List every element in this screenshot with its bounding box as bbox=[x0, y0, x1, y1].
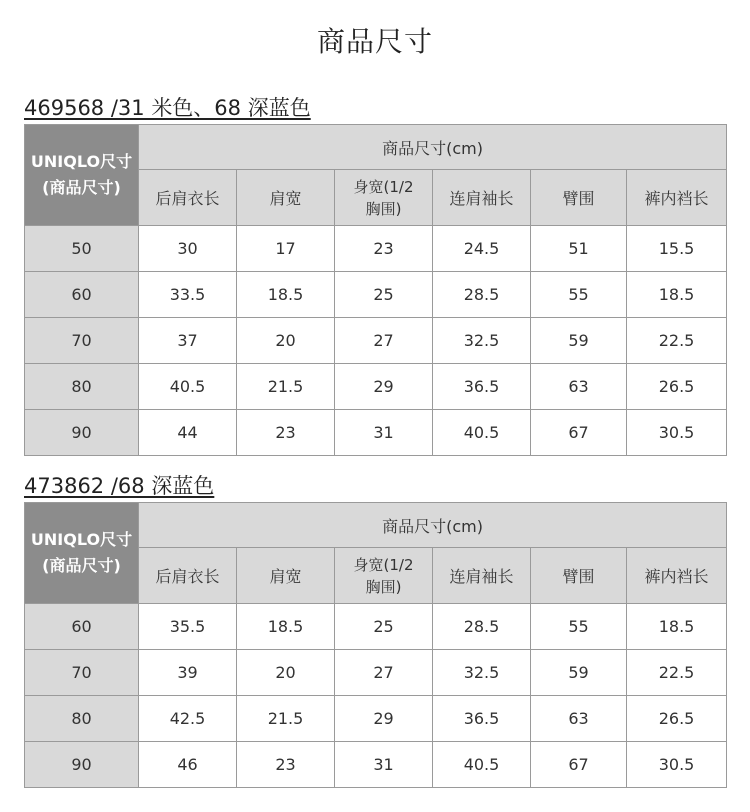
corner-line-2: (商品尺寸) bbox=[42, 178, 121, 197]
table-cell: 22.5 bbox=[627, 650, 727, 696]
column-header: 连肩袖长 bbox=[433, 548, 531, 604]
table-cell: 36.5 bbox=[433, 364, 531, 410]
table-cell: 40.5 bbox=[139, 364, 237, 410]
table-row bbox=[25, 410, 727, 456]
size-label: 70 bbox=[25, 318, 139, 364]
size-label: 80 bbox=[25, 696, 139, 742]
table-cell: 24.5 bbox=[433, 226, 531, 272]
column-header: 后肩衣长 bbox=[139, 170, 237, 226]
table-cell: 23 bbox=[237, 742, 335, 788]
size-label: 70 bbox=[25, 650, 139, 696]
table-cell: 32.5 bbox=[433, 650, 531, 696]
table-cell: 20 bbox=[237, 650, 335, 696]
table-cell: 18.5 bbox=[627, 272, 727, 318]
size-label: 90 bbox=[25, 410, 139, 456]
column-header: 肩宽 bbox=[237, 170, 335, 226]
column-header: 臂围 bbox=[531, 170, 627, 226]
table-cell: 46 bbox=[139, 742, 237, 788]
table-row bbox=[25, 650, 727, 696]
corner-line-1: UNIQLO尺寸 bbox=[30, 530, 133, 549]
table-cell: 23 bbox=[335, 226, 433, 272]
group-header: 商品尺寸(cm) bbox=[139, 503, 727, 548]
table-cell: 32.5 bbox=[433, 318, 531, 364]
table-cell: 27 bbox=[335, 318, 433, 364]
table-cell: 63 bbox=[531, 696, 627, 742]
table-cell: 28.5 bbox=[433, 272, 531, 318]
table-cell: 26.5 bbox=[627, 364, 727, 410]
table-cell: 25 bbox=[335, 272, 433, 318]
size-table bbox=[24, 124, 727, 456]
table-cell: 35.5 bbox=[139, 604, 237, 650]
table-cell: 15.5 bbox=[627, 226, 727, 272]
column-header: 肩宽 bbox=[237, 548, 335, 604]
table-cell: 67 bbox=[531, 742, 627, 788]
table-cell: 21.5 bbox=[237, 696, 335, 742]
table-cell: 59 bbox=[531, 650, 627, 696]
table-cell: 55 bbox=[531, 604, 627, 650]
table-cell: 40.5 bbox=[433, 410, 531, 456]
table-cell: 51 bbox=[531, 226, 627, 272]
table-cell: 30 bbox=[139, 226, 237, 272]
section-title: 469568 /31 米色、68 深蓝色 bbox=[24, 96, 311, 120]
table-cell: 22.5 bbox=[627, 318, 727, 364]
table-cell: 55 bbox=[531, 272, 627, 318]
size-label: 80 bbox=[25, 364, 139, 410]
table-cell: 18.5 bbox=[237, 272, 335, 318]
table-row bbox=[25, 696, 727, 742]
table-cell: 26.5 bbox=[627, 696, 727, 742]
column-header: 裤内裆长 bbox=[627, 170, 727, 226]
column-header: 后肩衣长 bbox=[139, 548, 237, 604]
table-cell: 59 bbox=[531, 318, 627, 364]
corner-header bbox=[25, 503, 139, 604]
table-cell: 63 bbox=[531, 364, 627, 410]
table-cell: 18.5 bbox=[237, 604, 335, 650]
column-header: 身宽(1/2 胸围) bbox=[335, 548, 433, 604]
column-header: 臂围 bbox=[531, 548, 627, 604]
table-cell: 23 bbox=[237, 410, 335, 456]
table-cell: 17 bbox=[237, 226, 335, 272]
size-label: 60 bbox=[25, 272, 139, 318]
table-cell: 29 bbox=[335, 364, 433, 410]
group-header: 商品尺寸(cm) bbox=[139, 125, 727, 170]
table-cell: 31 bbox=[335, 410, 433, 456]
table-cell: 27 bbox=[335, 650, 433, 696]
column-header: 裤内裆长 bbox=[627, 548, 727, 604]
table-cell: 39 bbox=[139, 650, 237, 696]
table-cell: 28.5 bbox=[433, 604, 531, 650]
page-title: 商品尺寸 bbox=[316, 25, 433, 58]
corner-header bbox=[25, 125, 139, 226]
table-cell: 31 bbox=[335, 742, 433, 788]
table-row bbox=[25, 226, 727, 272]
column-header: 身宽(1/2 胸围) bbox=[335, 170, 433, 226]
table-row bbox=[25, 364, 727, 410]
table-cell: 33.5 bbox=[139, 272, 237, 318]
table-row bbox=[25, 742, 727, 788]
table-cell: 30.5 bbox=[627, 742, 727, 788]
table-cell: 30.5 bbox=[627, 410, 727, 456]
table-cell: 37 bbox=[139, 318, 237, 364]
table-cell: 42.5 bbox=[139, 696, 237, 742]
table-cell: 44 bbox=[139, 410, 237, 456]
table-row bbox=[25, 318, 727, 364]
table-row bbox=[25, 604, 727, 650]
table-row bbox=[25, 272, 727, 318]
size-table bbox=[24, 502, 727, 788]
size-label: 90 bbox=[25, 742, 139, 788]
table-cell: 20 bbox=[237, 318, 335, 364]
table-cell: 29 bbox=[335, 696, 433, 742]
table-cell: 67 bbox=[531, 410, 627, 456]
table-cell: 40.5 bbox=[433, 742, 531, 788]
table-cell: 36.5 bbox=[433, 696, 531, 742]
size-label: 50 bbox=[25, 226, 139, 272]
column-header: 连肩袖长 bbox=[433, 170, 531, 226]
section-title: 473862 /68 深蓝色 bbox=[24, 474, 215, 498]
table-cell: 18.5 bbox=[627, 604, 727, 650]
table-cell: 21.5 bbox=[237, 364, 335, 410]
table-cell: 25 bbox=[335, 604, 433, 650]
corner-line-2: (商品尺寸) bbox=[42, 556, 121, 575]
size-label: 60 bbox=[25, 604, 139, 650]
corner-line-1: UNIQLO尺寸 bbox=[30, 152, 133, 171]
